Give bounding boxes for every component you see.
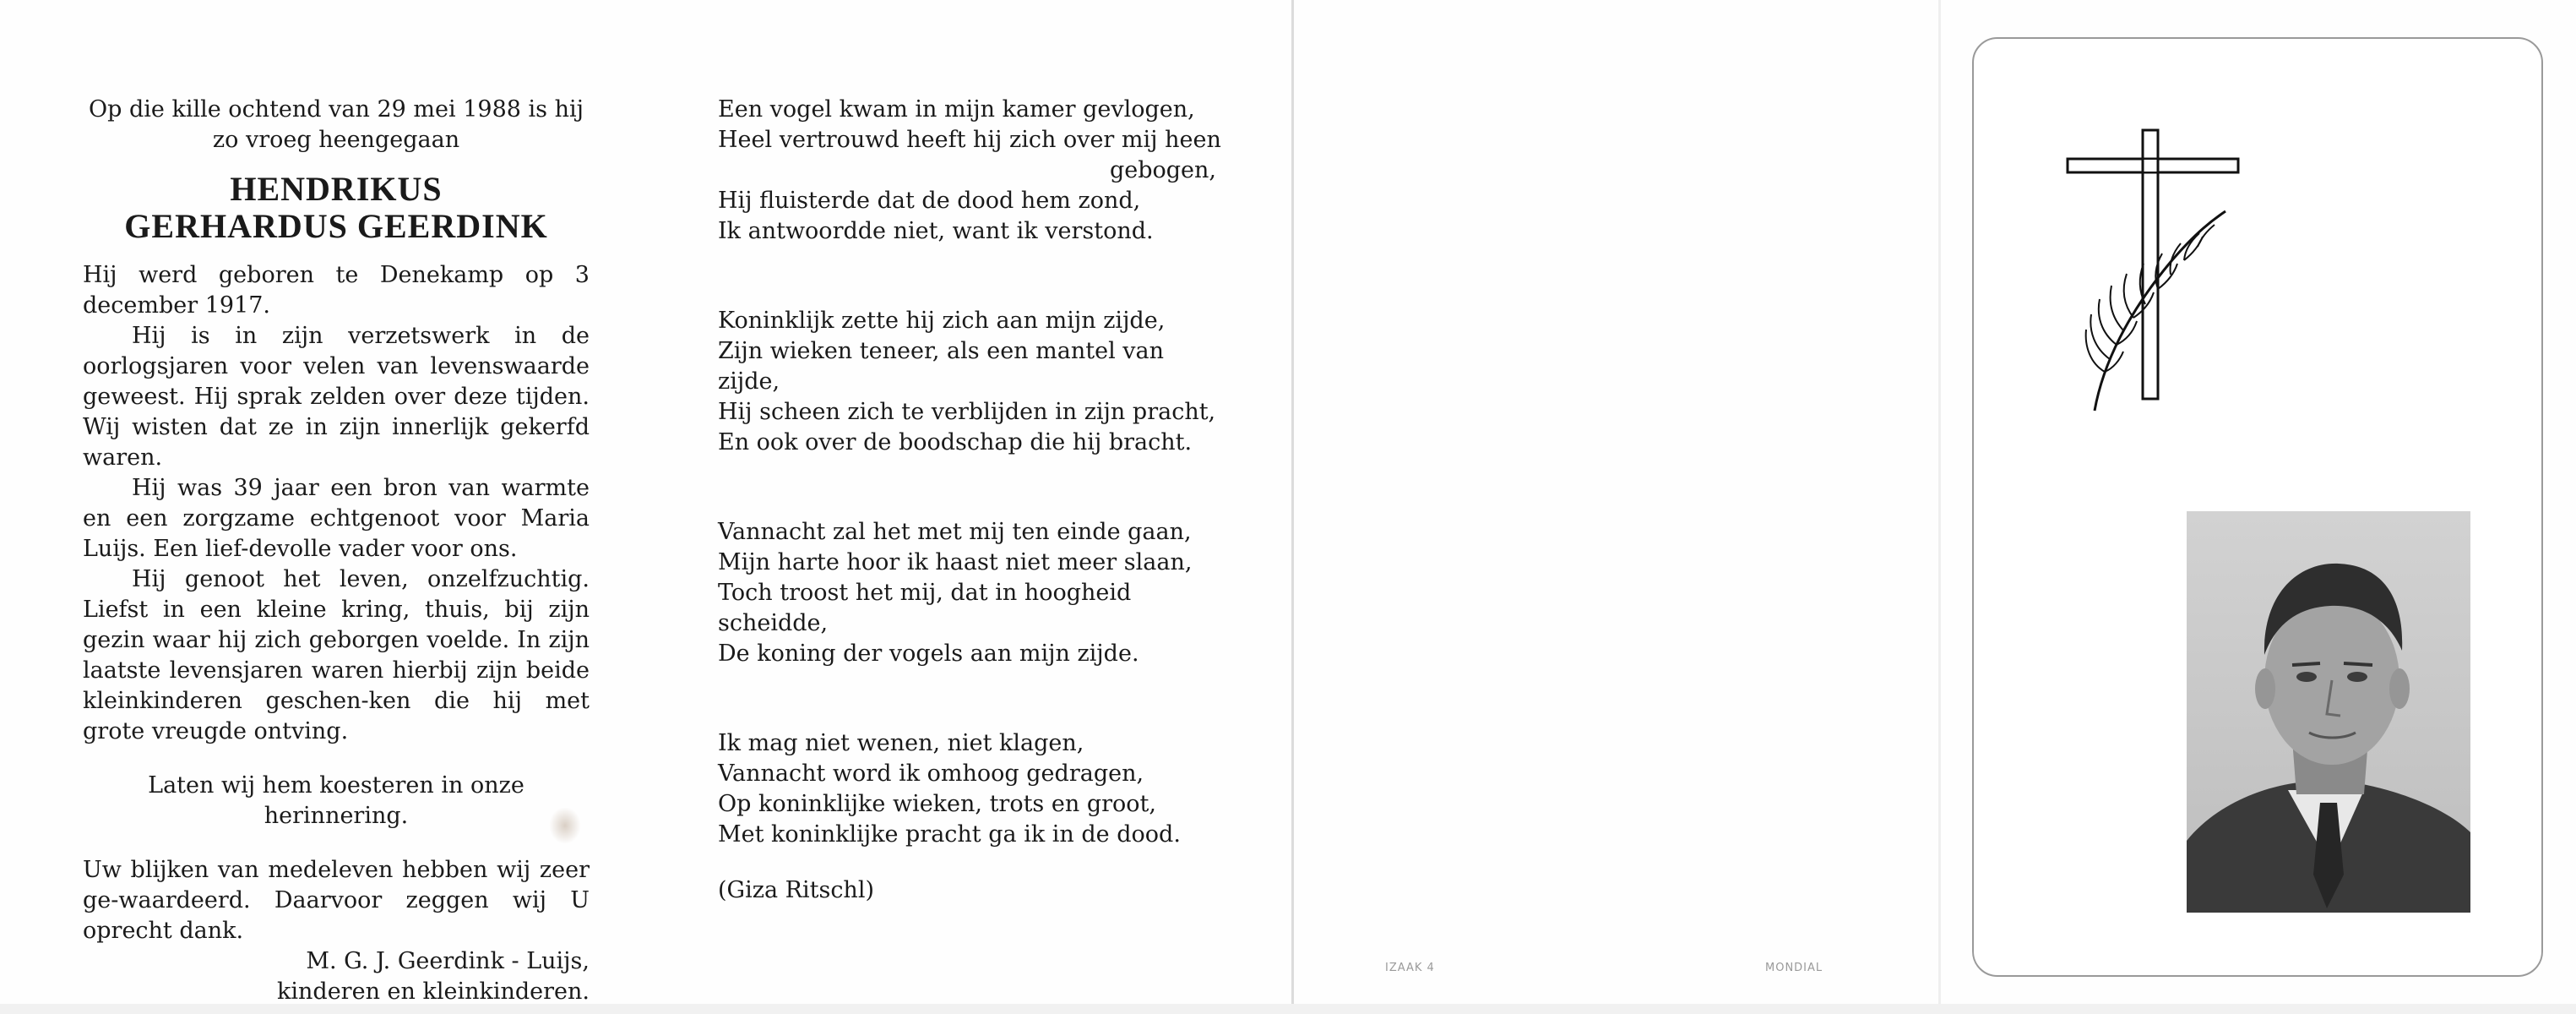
poem-line: Toch troost het mij, dat in hoogheid scheidde, — [718, 580, 1132, 636]
birth-text: Hij werd geboren te Denekamp op 3 december 1917. — [83, 262, 590, 319]
poem-line: gebogen, — [1109, 157, 1216, 183]
poem-author: (Giza Ritschl) — [718, 877, 874, 903]
poem-line: Hij fluisterde dat de dood hem zond, — [718, 188, 1141, 214]
remembrance-text: Laten wij hem koesteren in onze herinnering. — [148, 772, 524, 829]
portrait-photo — [2187, 511, 2470, 913]
biography-paragraph-3: Hij genoot het leven, onzelfzuchtig. Liefst in een kleine kring, thuis, bij zijn gezin waar hij zich geborgen voelde. In zijn laatste levensjaren waren hierbij zijn beide kleinkinderen geschen-ken die hij met grote vreugde ontving. — [83, 566, 590, 744]
cross-with-palm-icon — [2061, 118, 2255, 422]
biography-paragraph-2: Hij was 39 jaar een bron van warmte en een zorgzame echtgenoot voor Maria Luijs. Een lief-devolle vader voor ons. — [83, 475, 590, 562]
poem-line: Heel vertrouwd heeft hij zich over mij heen — [718, 127, 1221, 153]
deceased-name — [83, 171, 590, 245]
poem-line: Mijn harte hoor ik haast niet meer slaan, — [718, 549, 1193, 575]
poem-line: Ik antwoordde niet, want ik verstond. — [718, 218, 1154, 244]
printer-mark-left: IZAAK 4 — [1385, 962, 1435, 974]
signature-line-1: M. G. J. Geerdink - Luijs, — [306, 948, 590, 974]
poem-line: Hij scheen zich te verblijden in zijn pracht, — [718, 399, 1216, 425]
poem-stanza-2 — [718, 306, 1225, 458]
poem-column — [718, 95, 1225, 906]
poem-line: Op koninklijke wieken, trots en groot, — [718, 791, 1156, 817]
fold-line — [1291, 0, 1294, 1014]
poem-line: De koning der vogels aan mijn zijde. — [718, 641, 1139, 667]
biography-paragraph-1: Hij is in zijn verzetswerk in de oorlogsjaren voor velen van levenswaarde geweest. Hij sprak zelden over deze tijden. Wij wisten dat ze in zijn innerlijk gekerfd waren. — [83, 323, 590, 471]
paper-stain — [549, 807, 581, 844]
poem-line: Zijn wieken teneer, als een mantel van zijde, — [718, 338, 1165, 395]
poem-line: Ik mag niet wenen, niet klagen, — [718, 730, 1084, 756]
printer-mark-right: MONDIAL — [1765, 962, 1823, 974]
poem-line: Vannacht zal het met mij ten einde gaan, — [718, 519, 1192, 545]
poem-line: En ook over de boodschap die hij bracht. — [718, 429, 1193, 455]
name-line-2: GERHARDUS GEERDINK — [124, 207, 548, 245]
poem-line: Een vogel kwam in mijn kamer gevlogen, — [718, 96, 1195, 123]
announcement-column — [83, 95, 590, 1007]
fold-line — [1938, 0, 1941, 1014]
opening-text: Op die kille ochtend van 29 mei 1988 is hij zo vroeg heengegaan — [89, 96, 584, 153]
poem-stanza-4 — [718, 728, 1225, 850]
signature-line-2: kinderen en kleinkinderen. — [277, 979, 590, 1005]
biography — [83, 260, 590, 747]
poem-line: Met koninklijke pracht ga ik in de dood. — [718, 821, 1181, 848]
poem-stanza-1 — [718, 95, 1225, 247]
thanks-text: Uw blijken van medeleven hebben wij zeer ge-waardeerd. Daarvoor zeggen wij U oprecht dank. — [83, 857, 590, 944]
poem-line: Koninklijk zette hij zich aan mijn zijde, — [718, 308, 1166, 334]
poem-line: Vannacht word ik omhoog gedragen, — [718, 760, 1144, 787]
name-line-1: HENDRIKUS — [230, 170, 443, 208]
poem-stanza-3 — [718, 517, 1225, 669]
